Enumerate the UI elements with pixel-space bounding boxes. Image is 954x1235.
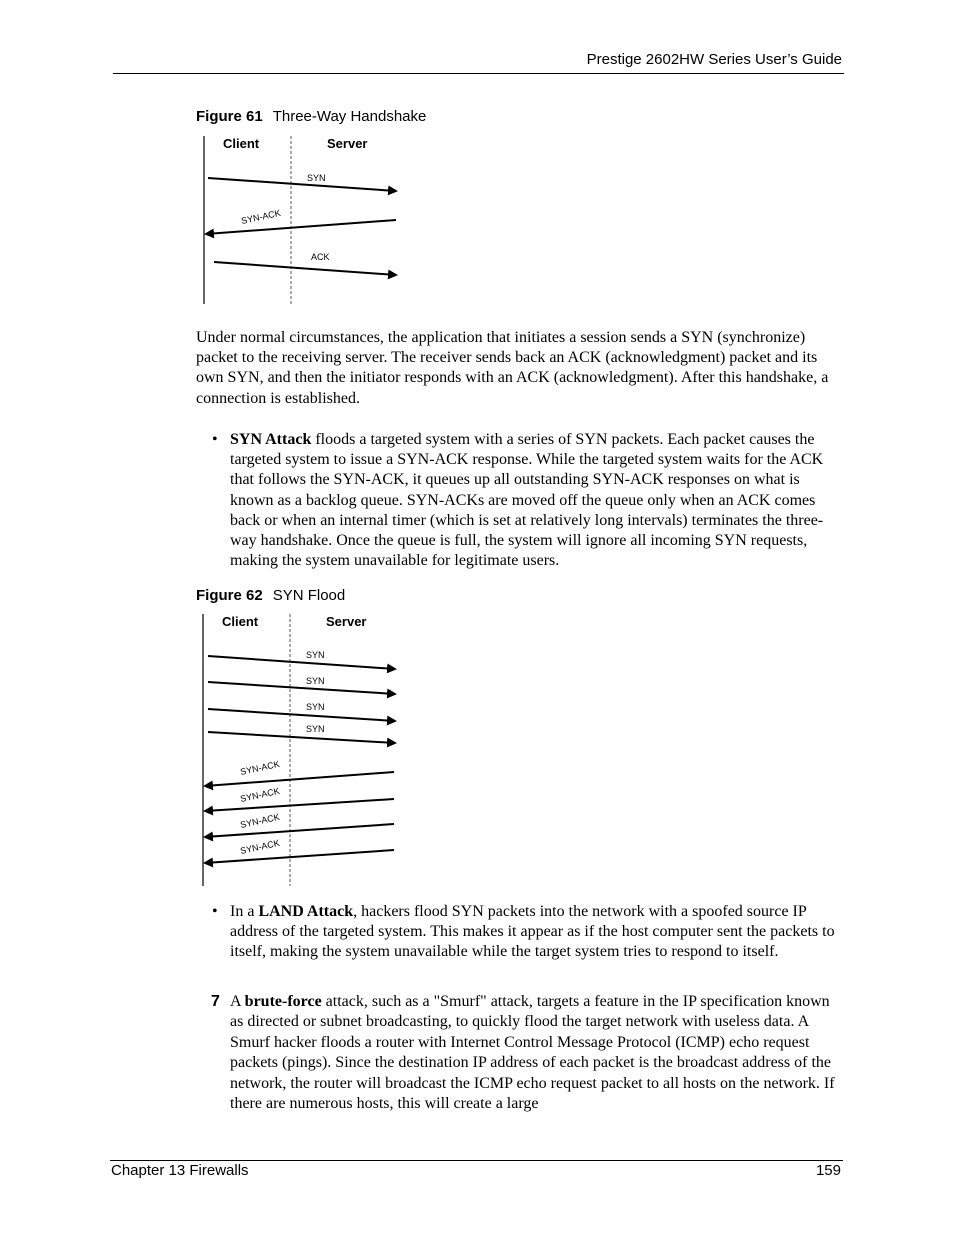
syn-arrow: [208, 709, 395, 721]
syn-ack-arrow: [205, 850, 394, 863]
bullet-marker: •: [212, 903, 218, 920]
syn-message-label: SYN: [306, 676, 325, 686]
syn-flood-diagram: [200, 612, 410, 888]
figure-61-caption: [196, 108, 426, 125]
footer-rule: [110, 1160, 843, 1161]
client-label: Client: [223, 136, 260, 151]
figure-62-label: Figure 62: [196, 587, 263, 604]
figure-62-title: SYN Flood: [272, 587, 346, 604]
syn-message-label: SYN: [306, 702, 325, 712]
land-attack-text: , hackers flood SYN packets into the network with a spoofed source IP address of the targeted system. This makes it appear as if the host computer sent the packets to itself, making the system unavailable while the target system tries to respond to itself.: [230, 903, 835, 961]
header-rule: [113, 73, 844, 74]
syn-ack-message-label: SYN-ACK: [239, 811, 281, 830]
figure-61-label: Figure 61: [196, 108, 263, 125]
syn-arrow: [208, 682, 395, 694]
syn-ack-arrow: [205, 824, 394, 837]
land-attack-paragraph: [230, 902, 844, 963]
client-label: Client: [222, 614, 259, 629]
land-attack-prefix: In a: [230, 903, 259, 920]
list-number: 7: [211, 993, 220, 1010]
syn-arrow: [208, 656, 395, 669]
brute-force-paragraph: [230, 992, 844, 1114]
land-attack-term: LAND Attack: [258, 903, 354, 920]
syn-attack-term: SYN Attack: [230, 431, 312, 448]
header-title: Prestige 2602HW Series User’s Guide: [586, 51, 842, 68]
brute-force-term: brute-force: [244, 993, 322, 1010]
bullet-marker: •: [212, 431, 218, 448]
figure-61-title: Three-Way Handshake: [272, 108, 427, 125]
intro-paragraph: Under normal circumstances, the application that initiates a session sends a SYN (synchronize) packet to the receiving server. The receiver sends back an ACK (acknowledgment) packet and its own SYN, and then the initiator responds with an ACK (acknowledgment). After this handshake, a connection is established.: [196, 329, 829, 407]
brute-force-prefix: A: [230, 993, 245, 1010]
page-number: 159: [815, 1162, 841, 1179]
ack-message-label: ACK: [311, 252, 330, 262]
syn-message-label: SYN: [306, 650, 325, 660]
syn-ack-message-label: SYN-ACK: [240, 207, 282, 226]
ack-arrow: [214, 262, 396, 275]
syn-ack-arrow: [205, 772, 394, 786]
syn-ack-message-label: SYN-ACK: [239, 837, 281, 856]
syn-attack-text: floods a targeted system with a series of SYN packets. Each packet causes the targeted system to issue a SYN-ACK response. While the targeted system waits for the ACK that follows the SYN-ACK, it queues up all outstanding SYN-ACK responses on what is known as a backlog queue. SYN-ACKs are moved off the queue only when an ACK comes back or when an internal timer (which is set at relatively long intervals) terminates the three-way handshake. Once the queue is full, the system will ignore all incoming SYN requests, making the system unavailable for legitimate users.: [230, 431, 824, 570]
syn-ack-message-label: SYN-ACK: [239, 758, 281, 777]
server-label: Server: [326, 614, 367, 629]
server-label: Server: [327, 136, 368, 151]
syn-ack-message-label: SYN-ACK: [239, 785, 281, 804]
syn-arrow: [208, 732, 395, 743]
brute-force-text: attack, such as a "Smurf" attack, targets a feature in the IP specification known as directed or subnet broadcasting, to quickly flood the target network with useless data. A Smurf hacker floods a router with Internet Control Message Protocol (ICMP) echo request packets (pings). Since the destination IP address of each packet is the broadcast address of the network, the router will broadcast the ICMP echo request packet to all hosts on the network. If there are numerous hosts, this will create a large: [230, 993, 835, 1113]
syn-message-label: SYN: [306, 724, 325, 734]
syn-arrow: [208, 178, 396, 191]
syn-attack-paragraph: [230, 430, 844, 571]
three-way-handshake-diagram: [200, 134, 410, 306]
figure-62-caption: [196, 587, 345, 604]
syn-message-label: SYN: [307, 173, 326, 183]
footer-chapter: Chapter 13 Firewalls: [111, 1162, 249, 1179]
syn-ack-arrow: [205, 799, 394, 811]
syn-ack-arrow: [206, 220, 396, 234]
